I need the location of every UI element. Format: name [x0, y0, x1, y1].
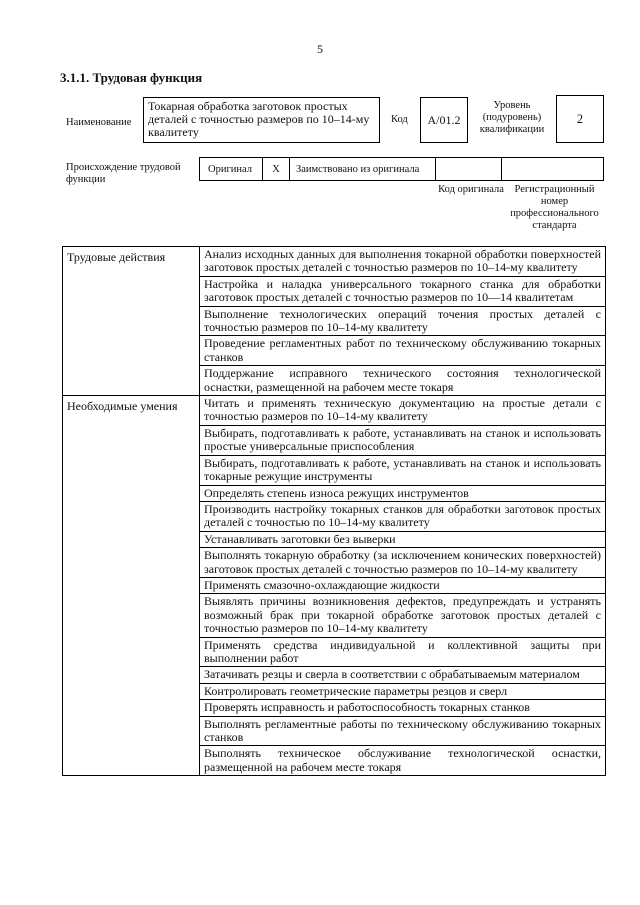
origin-borrowed-cell: Заимствовано из оригинала — [290, 158, 436, 180]
section-item-cell: Определять степень износа режущих инструментов — [200, 485, 606, 501]
section-item-cell: Анализ исходных данных для выполнения токарной обработки поверхностей заготовок простых деталей с точностью размеров по 10–14-му квалитету — [200, 247, 606, 277]
labor-function-table — [62, 246, 606, 776]
section-item-cell: Выполнять техническое обслуживание технологической оснастки, размещенной на рабочем месте токаря — [200, 746, 606, 776]
section-item-cell: Выполнение технологических операций точения простых деталей с точностью размеров по 10–14-му квалитету — [200, 306, 606, 336]
section-item-cell: Выполнять токарную обработку (за исключением конических поверхностей) заготовок простых деталей с точностью размеров по 10–14-му квалитету — [200, 548, 606, 578]
section-item-cell: Поддержание исправного технического состояния технологической оснастки, размещенной на рабочем месте токаря — [200, 366, 606, 396]
code-original-label: Код оригинала — [438, 184, 504, 195]
section-item-cell: Выполнять регламентные работы по техническому обслуживанию токарных станков — [200, 716, 606, 746]
qualification-level-box: 2 — [556, 95, 604, 143]
section-item-cell: Производить настройку токарных станков для обработки заготовок простых деталей с точностью по 10–14-му квалитету — [200, 501, 606, 531]
section-item-cell: Выявлять причины возникновения дефектов, предупреждать и устранять возможный брак при токарной обработке заготовок простых деталей с точностью размеров по 10–14-му квалитету — [200, 594, 606, 637]
origin-code-cell — [436, 158, 502, 180]
section-item-cell: Выбирать, подготавливать к работе, устанавливать на станок и использовать простые универсальные приспособления — [200, 425, 606, 455]
origin-registration-cell — [502, 158, 603, 180]
code-box: A/01.2 — [420, 97, 468, 143]
section-title-cell: Необходимые умения — [63, 396, 200, 776]
page-number: 5 — [317, 42, 323, 56]
section-item-cell: Выбирать, подготавливать к работе, устанавливать на станок и использовать токарные режущие инструменты — [200, 455, 606, 485]
section-item-cell: Затачивать резцы и сверла в соответствии с обрабатываемым материалом — [200, 667, 606, 683]
section-item-cell: Применять средства индивидуальной и коллективной защиты при выполнении работ — [200, 637, 606, 667]
section-item-cell: Применять смазочно-охлаждающие жидкости — [200, 577, 606, 593]
origin-table — [199, 157, 604, 181]
section-title: 3.1.1. Трудовая функция — [60, 70, 203, 85]
code-label: Код — [391, 114, 408, 125]
section-item-cell: Проведение регламентных работ по техническому обслуживанию токарных станков — [200, 336, 606, 366]
section-item-cell: Устанавливать заготовки без выверки — [200, 531, 606, 547]
origin-mark-cell: X — [263, 158, 290, 180]
section-item-cell: Читать и применять техническую документацию на простые детали с точностью размеров по 10–14-му квалитету — [200, 396, 606, 426]
registration-number-label: Регистрационный номер профессионального стандарта — [510, 184, 599, 231]
section-item-cell: Настройка и наладка универсального токарного станка для обработки заготовок простых деталей с точностью размеров по 10—14 квалитетам — [200, 276, 606, 306]
name-label: Наименование — [66, 117, 132, 128]
origin-label: Происхождение трудовой функции — [66, 162, 181, 185]
section-item-cell: Контролировать геометрические параметры резцов и сверл — [200, 683, 606, 699]
function-name-box: Токарная обработка заготовок простых деталей с точностью размеров по 10–14-му квалитету — [143, 97, 380, 143]
section-item-cell: Проверять исправность и работоспособность токарных станков — [200, 700, 606, 716]
table-row — [63, 247, 606, 277]
section-title-cell: Трудовые действия — [63, 247, 200, 396]
qualification-level-label: Уровень (подуровень) квалификации — [479, 100, 545, 135]
origin-original-cell: Оригинал — [200, 158, 263, 180]
table-row — [63, 396, 606, 426]
